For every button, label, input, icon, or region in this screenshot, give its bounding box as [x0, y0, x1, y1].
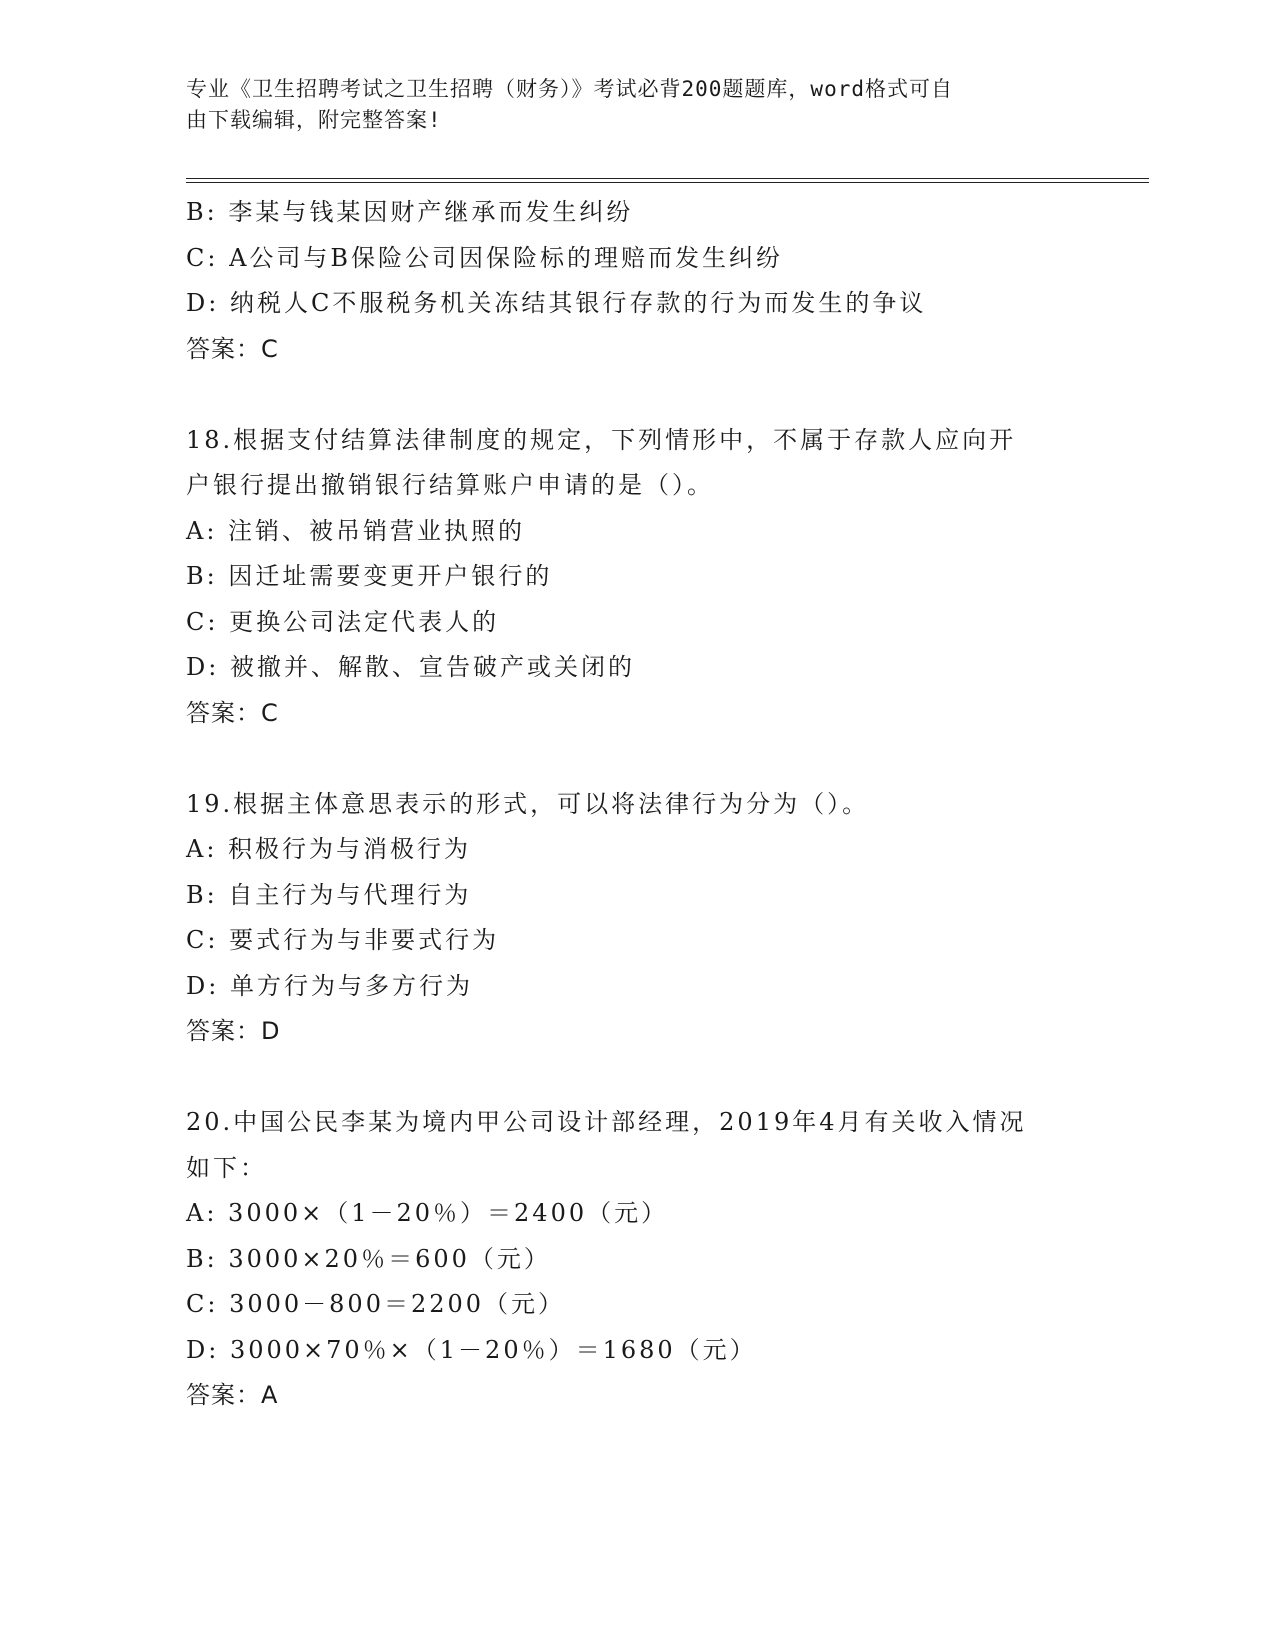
- option-c: C: 更换公司法定代表人的: [186, 607, 500, 636]
- option-d: D: 单方行为与多方行为: [186, 971, 473, 1000]
- header-rule-top: [186, 178, 1149, 179]
- question-block-18: [186, 418, 1086, 737]
- question-stem: 19.根据主体意思表示的形式，可以将法律行为分为（）。: [186, 789, 870, 818]
- option-d: D: 纳税人C不服税务机关冻结其银行存款的行为而发生的争议: [186, 289, 927, 317]
- header-line-1: 专业《卫生招聘考试之卫生招聘（财务）》考试必背200题题库，word格式可自: [186, 77, 953, 101]
- question-block-20: [186, 1100, 1086, 1419]
- question-stem-continued: 如下：: [186, 1153, 267, 1182]
- option-a: A: 3000×（1－20％）＝2400（元）: [186, 1199, 669, 1227]
- option-b: B: 自主行为与代理行为: [186, 880, 472, 909]
- header-line-2: 由下载编辑，附完整答案!: [186, 108, 442, 132]
- option-c: C: 3000－800＝2200（元）: [186, 1290, 566, 1318]
- question-block-19: [186, 782, 1086, 1055]
- answer-line: 答案：D: [186, 1017, 281, 1045]
- option-d: D: 3000×70％×（1－20％）＝1680（元）: [186, 1335, 757, 1364]
- question-list: [186, 190, 1086, 1419]
- question-block-17-continued: [186, 190, 1086, 372]
- option-b: B: 3000×20％＝600（元）: [186, 1244, 551, 1273]
- option-a: A: 注销、被吊销营业执照的: [186, 516, 526, 545]
- question-stem: 18.根据支付结算法律制度的规定，下列情形中，不属于存款人应向开: [186, 425, 1017, 454]
- option-c: C: A公司与B保险公司因保险标的理赔而发生纠纷: [186, 243, 784, 272]
- option-c: C: 要式行为与非要式行为: [186, 926, 500, 954]
- option-b: B: 李某与钱某因财产继承而发生纠纷: [186, 198, 634, 226]
- header-rule-bottom: [186, 182, 1149, 183]
- option-b: B: 因迁址需要变更开户银行的: [186, 562, 553, 590]
- document-header: [186, 74, 1086, 136]
- question-stem: 20.中国公民李某为境内甲公司设计部经理，2019年4月有关收入情况: [186, 1108, 1027, 1136]
- option-a: A: 积极行为与消极行为: [186, 835, 472, 863]
- option-d: D: 被撤并、解散、宣告破产或关闭的: [186, 653, 635, 681]
- question-stem-continued: 户银行提出撤销银行结算账户申请的是（）。: [186, 471, 714, 499]
- answer-line: 答案：C: [186, 334, 279, 363]
- answer-line: 答案：C: [186, 698, 279, 727]
- answer-line: 答案：A: [186, 1381, 279, 1409]
